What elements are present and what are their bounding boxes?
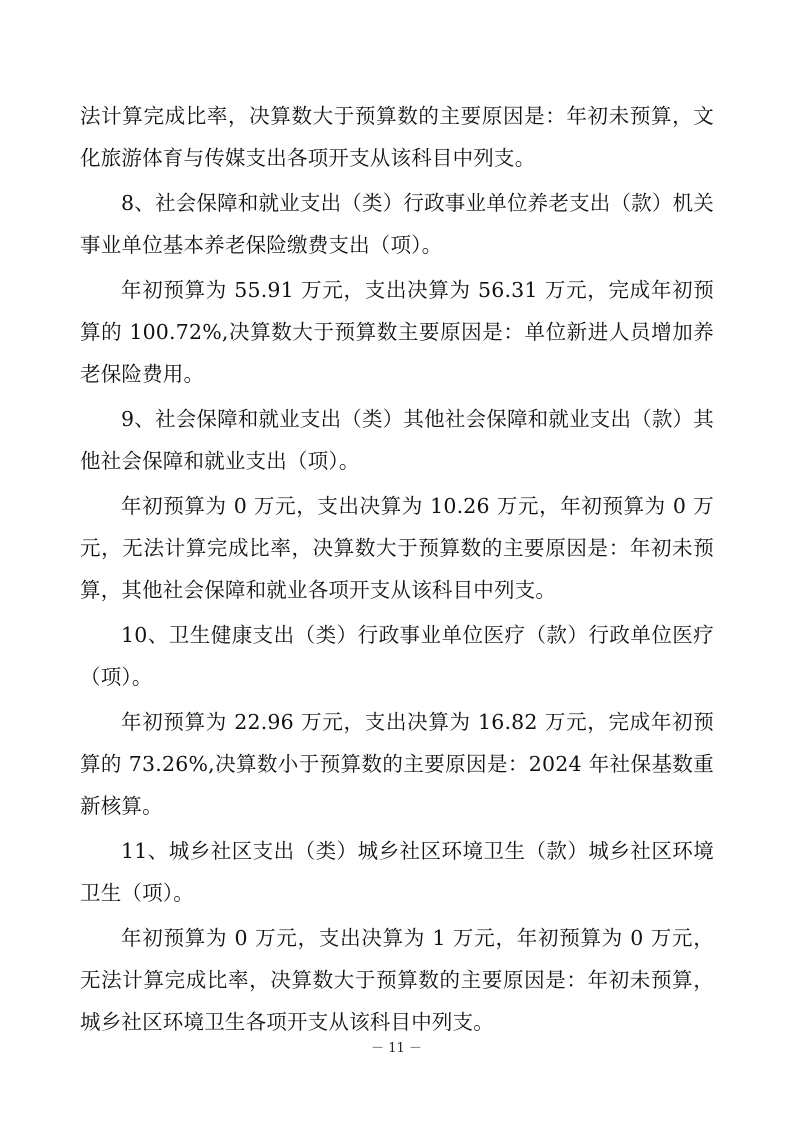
page-number: － 11 － <box>371 1041 422 1056</box>
paragraph-3: 年初预算为 55.91 万元，支出决算为 56.31 万元，完成年初预算的 100.72%,决算数大于预算数主要原因是：单位新进人员增加养老保险费用。 <box>80 278 714 386</box>
paragraph-7: 年初预算为 22.96 万元，支出决算为 16.82 万元，完成年初预算的 73.26%,决算数小于预算数的主要原因是：2024 年社保基数重新核算。 <box>80 710 714 818</box>
paragraph-8: 11、城乡社区支出（类）城乡社区环境卫生（款）城乡社区环境卫生（项）。 <box>80 839 714 905</box>
paragraph-2: 8、社会保障和就业支出（类）行政事业单位养老支出（款）机关事业单位基本养老保险缴费支出（项）。 <box>80 191 714 257</box>
paragraph-5: 年初预算为 0 万元，支出决算为 10.26 万元，年初预算为 0 万元，无法计算完成比率，决算数大于预算数的主要原因是：年初未预算，其他社会保障和就业各项开支从该科目中列支。 <box>80 494 714 602</box>
paragraph-9: 年初预算为 0 万元，支出决算为 1 万元，年初预算为 0 万元，无法计算完成比率，决算数大于预算数的主要原因是：年初未预算，城乡社区环境卫生各项开支从该科目中列支。 <box>80 926 714 1034</box>
paragraph-4: 9、社会保障和就业支出（类）其他社会保障和就业支出（款）其他社会保障和就业支出（项）。 <box>80 407 714 473</box>
paragraph-6: 10、卫生健康支出（类）行政事业单位医疗（款）行政单位医疗（项）。 <box>80 623 714 689</box>
paragraph-1: 法计算完成比率，决算数大于预算数的主要原因是：年初未预算，文化旅游体育与传媒支出各项开支从该科目中列支。 <box>80 104 714 170</box>
document-body <box>80 95 714 1043</box>
